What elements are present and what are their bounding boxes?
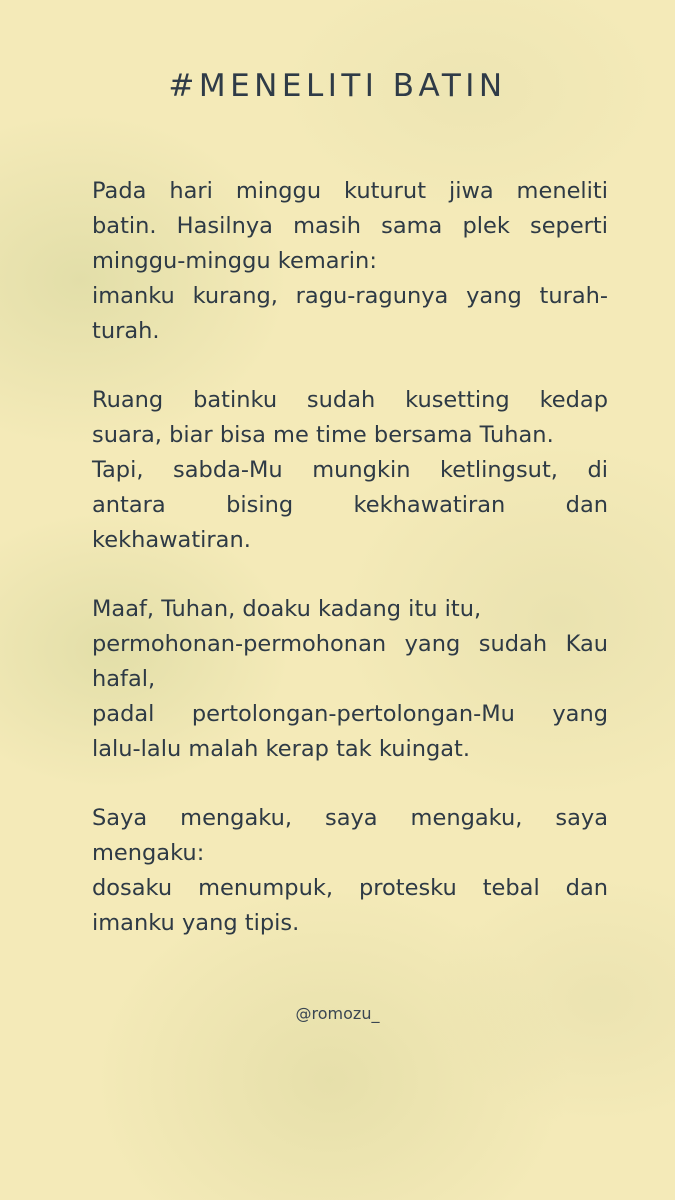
poem-line: turah.	[92, 318, 160, 344]
poem-line: lalu-lalu malah kerap tak kuingat.	[92, 736, 471, 762]
poem-line: padal pertolongan-pertolongan-Mu yang	[92, 701, 608, 727]
poem-line: suara, biar bisa me time bersama Tuhan.	[92, 422, 554, 448]
poem-line: Tapi, sabda-Mu mungkin ketlingsut, di	[92, 457, 608, 483]
stanza-1	[92, 174, 608, 349]
stanza-3	[92, 592, 608, 767]
poem-line: imanku yang tipis.	[92, 910, 300, 936]
poem-line: Ruang batinku sudah kusetting kedap	[92, 387, 608, 413]
poem-line: Saya mengaku, saya mengaku, saya	[92, 805, 608, 831]
poem-line: hafal,	[92, 666, 156, 692]
poem-line: mengaku:	[92, 840, 205, 866]
poem-line: batin. Hasilnya masih sama plek seperti	[92, 213, 608, 239]
poem-line: Pada hari minggu kuturut jiwa meneliti	[92, 178, 608, 204]
poem-line: dosaku menumpuk, protesku tebal dan	[92, 875, 608, 901]
author-handle: @romozu_	[295, 1004, 380, 1023]
poem-line: kekhawatiran.	[92, 527, 251, 553]
poem-line: Maaf, Tuhan, doaku kadang itu itu,	[92, 596, 482, 622]
poem-line: permohonan-permohonan yang sudah Kau	[92, 631, 608, 657]
poem-line: antara bising kekhawatiran dan	[92, 492, 608, 518]
stanza-2	[92, 383, 608, 558]
stanza-4	[92, 801, 608, 941]
poem-body	[92, 174, 608, 975]
poem-line: minggu-minggu kemarin:	[92, 248, 377, 274]
poem-title: #MENELITI BATIN	[168, 68, 507, 104]
poem-line: imanku kurang, ragu-ragunya yang turah-	[92, 283, 608, 309]
